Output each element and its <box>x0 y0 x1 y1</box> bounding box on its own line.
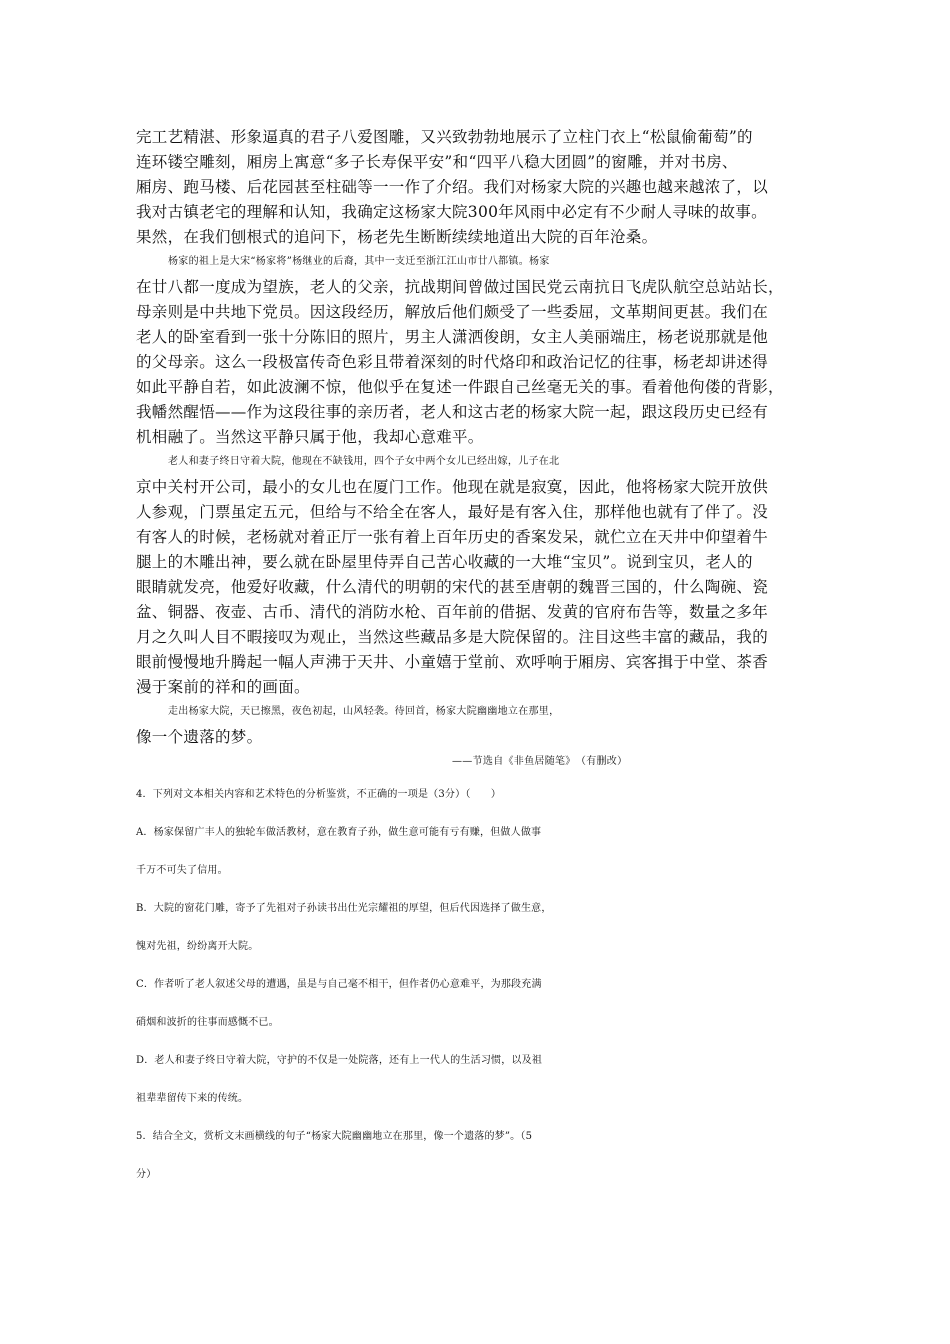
passage-line: 眼前慢慢地升腾起一幅人声沸于天井、小童嬉于堂前、欢呼响于厢房、宾客揖于中堂、茶香 <box>136 653 769 671</box>
option-d: D．老人和妻子终日守着大院，守护的不仅是一处院落，还有上一代人的生活习惯，以及祖 <box>136 1055 543 1066</box>
passage-line: 盆、铜器、夜壶、古币、清代的消防水枪、百年前的借据、发黄的官府布告等，数量之多年 <box>136 603 769 621</box>
passage-line: 眼睛就发亮，他爱好收藏，什么清代的明朝的宋代的甚至唐朝的魏晋三国的，什么陶碗、瓷 <box>136 578 769 596</box>
option-c-cont: 硝烟和波折的往事而感慨不已。 <box>136 1017 279 1028</box>
passage-line: 我幡然醒悟——作为这段往事的亲历者，老人和这古老的杨家大院一起，跟这段历史已经有 <box>136 403 769 421</box>
passage-line: 腿上的木雕出神，要么就在卧屋里侍弄自己苦心收藏的一大堆“宝贝”。说到宝贝，老人的 <box>136 553 753 571</box>
passage-line: 如此平静自若，如此波澜不惊，他似乎在复述一件跟自己丝毫无关的事。看着他佝偻的背影， <box>136 378 784 396</box>
question-5: 5．结合全文，赏析文末画横线的句子“杨家大院幽幽地立在那里，像一个遗落的梦”。（5 <box>136 1131 533 1142</box>
option-c: C．作者听了老人叙述父母的遭遇，虽是与自己毫不相干，但作者仍心意难平，为那段充满 <box>136 979 542 990</box>
passage-line: 人参观，门票虽定五元，但给与不给全在客人，最好是有客入住，那样他也就有了伴了。没 <box>136 503 769 521</box>
passage-line: 老人的卧室看到一张十分陈旧的照片，男主人潇洒俊朗，女主人美丽端庄，杨老说那就是他 <box>136 328 769 346</box>
passage-line: 漫于案前的祥和的画面。 <box>136 678 310 696</box>
passage-line: 有客人的时候，老杨就对着正厅一张有着上百年历史的香案发呆，就伫立在天井中仰望着牛 <box>136 528 769 546</box>
question-5-cont: 分） <box>136 1169 157 1180</box>
question-4: 4．下列对文本相关内容和艺术特色的分析鉴赏，不正确的一项是（3分）（ ） <box>136 789 502 800</box>
paragraph-start: 老人和妻子终日守着大院，他现在不缺钱用，四个子女中两个女儿已经出嫁，儿子在北 <box>168 456 560 467</box>
passage-line: 果然，在我们刨根式的追问下，杨老先生断断续续地道出大院的百年沧桑。 <box>136 228 658 246</box>
option-b-cont: 愧对先祖，纷纷离开大院。 <box>136 941 259 952</box>
passage-line: 完工艺精湛、形象逼真的君子八爱图雕，又兴致勃勃地展示了立柱门衣上“松鼠偷葡萄”的 <box>136 128 753 146</box>
passage-line: 连环镂空雕刻，厢房上寓意“多子长寿保平安”和“四平八稳大团圆”的窗雕，并对书房、 <box>136 153 738 171</box>
option-a: A．杨家保留广丰人的独轮车做活教材，意在教育子孙，做生意可能有亏有赚，但做人做事 <box>136 827 542 838</box>
paragraph-start: 走出杨家大院，天已擦黑，夜色初起，山风轻袭。待回首，杨家大院幽幽地立在那里， <box>168 706 560 717</box>
passage-line: 我对古镇老宅的理解和认知，我确定这杨家大院300年风雨中必定有不少耐人寻味的故事。 <box>136 203 767 221</box>
source-attribution: ——节选自《非鱼居随笔》 （有删改） <box>452 756 628 767</box>
passage-line: 厢房、跑马楼、后花园甚至柱础等一一作了介绍。我们对杨家大院的兴趣也越来越浓了，以 <box>136 178 769 196</box>
option-b: B．大院的窗花门雕，寄予了先祖对子孙读书出仕光宗耀祖的厚望，但后代因选择了做生意， <box>136 903 552 914</box>
passage-line: 的父母亲。这么一段极富传奇色彩且带着深刻的时代烙印和政治记忆的往事，杨老却讲述得 <box>136 353 769 371</box>
passage-line: 月之久叫人目不暇接叹为观止，当然这些藏品多是大院保留的。注目这些丰富的藏品，我的 <box>136 628 769 646</box>
passage-line: 京中关村开公司，最小的女儿也在厦门工作。他现在就是寂寞，因此，他将杨家大院开放供 <box>136 478 769 496</box>
passage-line: 母亲则是中共地下党员。因这段经历，解放后他们颇受了一些委屈，文革期间更甚。我们在 <box>136 303 769 321</box>
option-a-cont: 千万不可失了信用。 <box>136 865 228 876</box>
option-d-cont: 祖辈辈留传下来的传统。 <box>136 1093 249 1104</box>
passage-line: 像一个遗落的梦。 <box>136 728 263 746</box>
paragraph-start: 杨家的祖上是大宋“杨家将”杨继业的后裔，其中一支迁至浙江江山市廿八都镇。杨家 <box>168 256 550 267</box>
passage-line: 在廿八都一度成为望族，老人的父亲，抗战期间曾做过国民党云南抗日飞虎队航空总站站长， <box>136 278 784 296</box>
passage-line: 机相融了。当然这平静只属于他，我却心意难平。 <box>136 428 484 446</box>
